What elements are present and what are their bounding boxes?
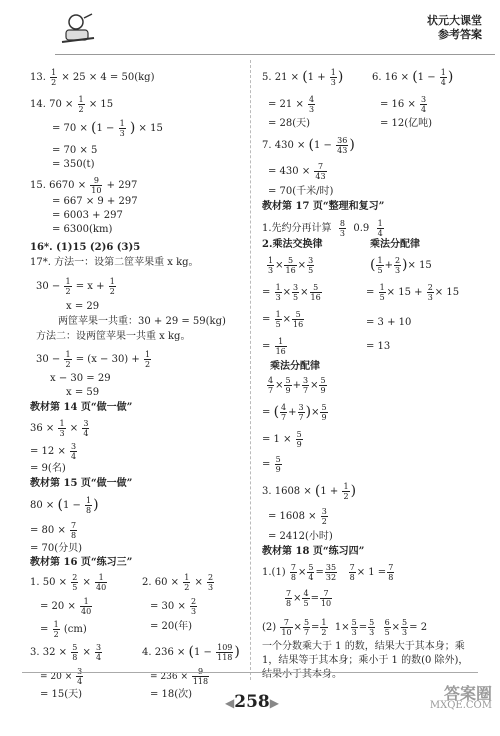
p17-q2-eq4: = $\frac{1}{16}$ bbox=[262, 337, 286, 356]
answer-17-eq5: x − 30 = 29 bbox=[50, 373, 111, 384]
answer-17: 17*. 方法一：设第二筐苹果重 x kg。 bbox=[30, 257, 199, 268]
p18-conclusion-1: 一个分数乘大于 1 的数，结果大于其本身；乘 bbox=[262, 641, 465, 652]
answer-17-method2: 方法二：设两筐苹果一共重 x kg。 bbox=[36, 331, 191, 342]
text: (2) bbox=[262, 622, 277, 633]
mascot-logo-icon bbox=[58, 10, 98, 50]
p16-q1-result bbox=[40, 620, 87, 639]
fraction: $\frac{1}{8}$ bbox=[86, 496, 92, 515]
answer-14 bbox=[30, 95, 113, 114]
text: 80 × bbox=[30, 500, 58, 511]
fraction: $\frac{7}{8}$ bbox=[349, 563, 355, 582]
text: = 30 × bbox=[150, 601, 190, 612]
text: = 70 × bbox=[52, 123, 92, 134]
text: × bbox=[82, 577, 95, 588]
fraction: $\frac{1}{2}$ bbox=[65, 277, 71, 296]
fraction: $\frac{8}{3}$ bbox=[339, 219, 345, 238]
fraction: $\frac{5}{16}$ bbox=[310, 283, 321, 302]
p17-q2-eq3b: = 3 + 10 bbox=[366, 317, 412, 328]
p15-eq1: 80 × (1 − $\frac{1}{8}$ ) bbox=[30, 496, 99, 515]
fraction: $\frac{1}{3}$ bbox=[119, 119, 125, 138]
text: = 430 × bbox=[268, 166, 314, 177]
fraction: $\frac{3}{4}$ bbox=[96, 643, 102, 662]
section-p14: 教材第 14 页“做一做” bbox=[30, 402, 133, 413]
p16-q2 bbox=[142, 573, 215, 592]
p15-eq2 bbox=[30, 521, 78, 540]
p17-q2-eq1b: ( $\frac{1}{5}$ + $\frac{2}{3}$ )× 15 bbox=[370, 256, 432, 275]
text: 2. 60 × bbox=[142, 577, 183, 588]
fraction: $\frac{9}{10}$ bbox=[91, 176, 102, 195]
text: 1. 50 × bbox=[30, 577, 71, 588]
fraction: $\frac{3}{5}$ bbox=[308, 256, 314, 275]
fraction: $\frac{9}{118}$ bbox=[192, 667, 209, 686]
p16-q1 bbox=[30, 573, 108, 592]
p16-q3-result: = 15(天) bbox=[40, 689, 83, 700]
fraction: $\frac{5}{9}$ bbox=[320, 376, 326, 395]
fraction: $\frac{5}{16}$ bbox=[293, 310, 304, 329]
brand-line-2: 参考答案 bbox=[438, 28, 482, 41]
p17-q2-eq2: = $\frac{1}{3}$ × $\frac{3}{5}$ × $\frac{5}{16}$ bbox=[262, 283, 321, 302]
fraction: $\frac{3}{4}$ bbox=[421, 95, 427, 114]
fraction: $\frac{3}{7}$ bbox=[302, 376, 309, 395]
fraction: $\frac{1}{2}$ bbox=[343, 482, 349, 501]
watermark-url: MXQE.COM bbox=[429, 700, 492, 711]
watermark bbox=[412, 684, 492, 728]
left-triangle-icon: ◀ bbox=[225, 696, 235, 710]
label: 13. bbox=[30, 72, 46, 83]
watermark-cn: 答案圈 bbox=[443, 684, 492, 703]
text: 7. 430 × bbox=[262, 140, 309, 151]
fraction: $\frac{1}{5}$ bbox=[379, 283, 385, 302]
text: = 80 × bbox=[30, 525, 70, 536]
fraction: $\frac{3}{4}$ bbox=[71, 442, 77, 461]
fraction: $\frac{1}{3}$ bbox=[330, 68, 336, 87]
text: 6. 16 × bbox=[372, 72, 413, 83]
p17-q1 bbox=[262, 219, 385, 238]
answer-15-step3: = 6300(km) bbox=[52, 224, 113, 235]
answer-14-step2: = 70 × 5 bbox=[52, 145, 98, 156]
text: = 21 × bbox=[268, 99, 308, 110]
fraction: $\frac{5}{16}$ bbox=[285, 256, 296, 275]
page-number bbox=[212, 692, 292, 712]
fraction: $\frac{4}{7}$ bbox=[281, 403, 287, 422]
answer-17-eq2: x = 29 bbox=[66, 301, 100, 312]
fraction: $\frac{6}{5}$ bbox=[384, 618, 390, 637]
p16-q4: 4. 236 × (1 − $\frac{109}{118}$ ) bbox=[142, 643, 240, 662]
page-header bbox=[0, 0, 500, 56]
p16-q4-result: = 18(次) bbox=[150, 689, 193, 700]
answer-16: 16*. (1)15 (2)6 (3)5 bbox=[30, 242, 141, 253]
fraction: $\frac{1}{4}$ bbox=[377, 219, 383, 238]
fraction: $\frac{36}{43}$ bbox=[337, 136, 348, 155]
p17-q2-eq4b: = 13 bbox=[366, 341, 391, 352]
text: 1.先约分再计算 bbox=[262, 223, 332, 234]
answer-6: 6. 16 × (1 − $\frac{1}{4}$ ) bbox=[372, 68, 454, 87]
fraction: $\frac{7}{8}$ bbox=[286, 589, 292, 608]
fraction: $\frac{3}{5}$ bbox=[293, 283, 299, 302]
p17-q2-eq6: = ( $\frac{4}{7}$ + $\frac{3}{7}$ )× $\frac{5}{9}$ bbox=[262, 403, 327, 422]
fraction: $\frac{7}{43}$ bbox=[315, 162, 326, 181]
fraction: $\frac{7}{8}$ bbox=[290, 563, 296, 582]
fraction: $\frac{1}{5}$ bbox=[275, 310, 281, 329]
fraction: $\frac{4}{7}$ bbox=[268, 376, 274, 395]
text: = bbox=[40, 624, 52, 635]
answer-5-result: = 28(天) bbox=[268, 118, 311, 129]
p17-q2-eq1: $\frac{1}{3}$ × $\frac{5}{16}$ × $\frac{3}{5}$ bbox=[268, 256, 314, 275]
fraction: $\frac{1}{40}$ bbox=[81, 597, 92, 616]
answer-14-step3: = 350(t) bbox=[52, 159, 95, 170]
fraction: $\frac{7}{10}$ bbox=[281, 618, 292, 637]
text: 3. 32 × bbox=[30, 647, 71, 658]
fraction: $\frac{2}{5}$ bbox=[72, 573, 78, 592]
section-p15: 教材第 15 页“做一做” bbox=[30, 478, 133, 489]
fraction: $\frac{5}{8}$ bbox=[72, 643, 78, 662]
fraction: $\frac{5}{9}$ bbox=[285, 376, 291, 395]
label: 15. 6670 × bbox=[30, 180, 90, 191]
fraction: $\frac{5}{4}$ bbox=[308, 563, 314, 582]
p16-q2-step bbox=[150, 597, 198, 616]
p17-q2-eq3: = $\frac{1}{5}$ × $\frac{5}{16}$ bbox=[262, 310, 304, 329]
answer-14-step1: = 70 × (1 − $\frac{1}{3}$ ) × 15 bbox=[52, 119, 163, 138]
fraction: $\frac{1}{2}$ bbox=[78, 95, 84, 114]
fraction: $\frac{5}{3}$ bbox=[351, 618, 357, 637]
answer-15-step2: = 6003 + 297 bbox=[52, 210, 123, 221]
brand-title bbox=[402, 14, 482, 42]
text: = 20 × bbox=[40, 601, 80, 612]
text: × bbox=[82, 647, 95, 658]
text: 30 − bbox=[36, 281, 64, 292]
answer-15 bbox=[30, 176, 137, 195]
fraction: $\frac{1}{2}$ bbox=[184, 573, 190, 592]
header-divider bbox=[55, 54, 495, 55]
text: = 16 × bbox=[380, 99, 420, 110]
fraction: $\frac{3}{4}$ bbox=[83, 419, 89, 438]
fraction: $\frac{5}{3}$ bbox=[402, 618, 408, 637]
fraction: $\frac{7}{10}$ bbox=[320, 589, 332, 608]
answer-7-step bbox=[268, 162, 328, 181]
label: 14. 70 × bbox=[30, 99, 77, 110]
page-number-value: 258 bbox=[234, 692, 270, 712]
fraction: $\frac{1}{5}$ bbox=[377, 256, 383, 275]
fraction: $\frac{5}{9}$ bbox=[296, 430, 302, 449]
text: = x + bbox=[75, 281, 108, 292]
text: + 297 bbox=[106, 180, 138, 191]
p16-q4-step bbox=[150, 667, 210, 686]
p17-q2-label3: 乘法分配律 bbox=[270, 361, 320, 372]
text: 36 × bbox=[30, 423, 58, 434]
p16-q1-step bbox=[40, 597, 93, 616]
fraction: $\frac{5}{9}$ bbox=[275, 455, 281, 474]
fraction: $\frac{1}{2}$ bbox=[321, 618, 327, 637]
fraction: $\frac{1}{2}$ bbox=[65, 350, 71, 369]
fraction: $\frac{2}{3}$ bbox=[191, 597, 197, 616]
p18-q1-row1: 1.(1) $\frac{7}{8}$ × $\frac{5}{4}$ = $\frac{35}{32}$ $\frac{7}{8}$ × 1 = $\frac{7}{8}$ bbox=[262, 563, 394, 582]
fraction: $\frac{5}{9}$ bbox=[321, 403, 327, 422]
text: 0.9 bbox=[353, 223, 370, 234]
section-p18: 教材第 18 页“练习四” bbox=[262, 546, 365, 557]
right-triangle-icon: ▶ bbox=[269, 696, 279, 710]
answer-15-step1: = 667 × 9 + 297 bbox=[52, 196, 138, 207]
fraction: $\frac{3}{7}$ bbox=[298, 403, 304, 422]
fraction: $\frac{3}{4}$ bbox=[77, 667, 83, 686]
answer-6-result: = 12(亿吨) bbox=[380, 118, 433, 129]
fraction: $\frac{5}{7}$ bbox=[303, 618, 310, 637]
answer-6-step bbox=[380, 95, 428, 114]
fraction: $\frac{35}{32}$ bbox=[325, 563, 337, 582]
answer-17-eq1 bbox=[36, 277, 117, 296]
text: × bbox=[69, 423, 82, 434]
p17-q2-eq8: = $\frac{5}{9}$ bbox=[262, 455, 281, 474]
p14-eq2 bbox=[30, 442, 78, 461]
p17-q3: 3. 1608 × (1 + $\frac{1}{2}$ ) bbox=[262, 482, 357, 501]
column-divider bbox=[250, 60, 251, 680]
text: 3. 1608 × bbox=[262, 486, 315, 497]
p18-conclusion-3: 结果小于其本身。 bbox=[262, 669, 342, 680]
text: × 15 bbox=[88, 99, 114, 110]
p16-q2-result: = 20(年) bbox=[150, 621, 193, 632]
answer-5-step bbox=[268, 95, 316, 114]
p17-q3-step bbox=[268, 507, 329, 526]
text: 1.(1) bbox=[262, 567, 286, 578]
footer-divider bbox=[22, 672, 478, 673]
fraction: $\frac{1}{2}$ bbox=[53, 620, 59, 639]
p17-q3-result: = 2412(小时) bbox=[268, 531, 333, 542]
fraction: $\frac{7}{8}$ bbox=[71, 521, 77, 540]
fraction: $\frac{1}{40}$ bbox=[96, 573, 107, 592]
text: = 12 × bbox=[30, 446, 70, 457]
brand-line-1: 状元大课堂 bbox=[427, 14, 482, 27]
p17-q2-label2: 乘法分配律 bbox=[370, 239, 420, 250]
p17-q2-eq7 bbox=[262, 430, 304, 449]
p16-q3 bbox=[30, 643, 103, 662]
answer-5: 5. 21 × (1 + $\frac{1}{3}$ ) bbox=[262, 68, 344, 87]
fraction: $\frac{1}{3}$ bbox=[275, 283, 281, 302]
fraction: $\frac{1}{2}$ bbox=[109, 277, 115, 296]
fraction: $\frac{3}{2}$ bbox=[321, 507, 327, 526]
fraction: $\frac{2}{3}$ bbox=[394, 256, 401, 275]
p14-eq1 bbox=[30, 419, 90, 438]
p17-q2-eq5: $\frac{4}{7}$ × $\frac{5}{9}$ + $\frac{3}{7}$ × $\frac{5}{9}$ bbox=[268, 376, 326, 395]
answer-17-eq3: 两筐苹果一共重：30 + 29 = 59(kg) bbox=[58, 316, 226, 327]
text: = (x − 30) + bbox=[75, 354, 143, 365]
text: = 236 × bbox=[150, 672, 191, 682]
text: × 25 × 4 = 50(kg) bbox=[61, 72, 155, 83]
answer-17-eq6: x = 59 bbox=[66, 387, 100, 398]
text: (cm) bbox=[63, 624, 87, 635]
text: = 20 × bbox=[40, 672, 76, 682]
fraction: $\frac{5}{3}$ bbox=[369, 618, 375, 637]
fraction: $\frac{1}{3}$ bbox=[59, 419, 65, 438]
fraction: $\frac{1}{2}$ bbox=[144, 350, 151, 369]
text: 30 − bbox=[36, 354, 64, 365]
p16-q3-step bbox=[40, 667, 84, 686]
p18-conclusion-2: 1，结果等于其本身；乘小于 1 的数(0 除外)， bbox=[262, 655, 469, 666]
answer-7: 7. 430 × (1 − $\frac{36}{43}$ ) bbox=[262, 136, 355, 155]
fraction: $\frac{2}{3}$ bbox=[427, 283, 433, 302]
section-p17: 教材第 17 页“整理和复习” bbox=[262, 201, 385, 212]
fraction: $\frac{1}{4}$ bbox=[440, 68, 446, 87]
fraction: $\frac{4}{3}$ bbox=[309, 95, 315, 114]
fraction: $\frac{7}{8}$ bbox=[388, 563, 394, 582]
p18-q1-row2: $\frac{7}{8}$ × $\frac{4}{5}$ = $\frac{7}{10}$ bbox=[286, 589, 332, 608]
p15-eq3: = 70(分贝) bbox=[30, 543, 83, 554]
fraction: $\frac{1}{2}$ bbox=[51, 68, 57, 87]
p17-q2-eq2b: = $\frac{1}{5}$ × 15 + $\frac{2}{3}$ × 15 bbox=[366, 283, 460, 302]
answer-7-result: = 70(千米/时) bbox=[268, 186, 334, 197]
fraction: $\frac{1}{3}$ bbox=[268, 256, 274, 275]
fraction: $\frac{1}{16}$ bbox=[275, 337, 286, 356]
fraction: $\frac{109}{118}$ bbox=[217, 643, 233, 662]
text: × bbox=[194, 577, 207, 588]
text: 4. 236 × bbox=[142, 647, 189, 658]
section-p16: 教材第 16 页“练习三” bbox=[30, 557, 133, 568]
p17-q2-label: 2.乘法交换律 bbox=[262, 239, 323, 250]
text: = 1608 × bbox=[268, 511, 320, 522]
text: 5. 21 × bbox=[262, 72, 303, 83]
p14-eq3: = 9(名) bbox=[30, 463, 66, 474]
answer-13 bbox=[30, 68, 154, 87]
p18-q2: (2) $\frac{7}{10}$ × $\frac{5}{7}$ = $\frac{1}{2}$ 1× $\frac{5}{3}$ = $\frac{5}{3}$ $\frac{6}{5}$ × $\frac{5}{3}$ = 2 bbox=[262, 618, 428, 637]
fraction: $\frac{4}{5}$ bbox=[303, 589, 309, 608]
fraction: $\frac{2}{3}$ bbox=[208, 573, 214, 592]
text: = 1 × bbox=[262, 434, 295, 445]
answer-17-eq4 bbox=[36, 350, 152, 369]
